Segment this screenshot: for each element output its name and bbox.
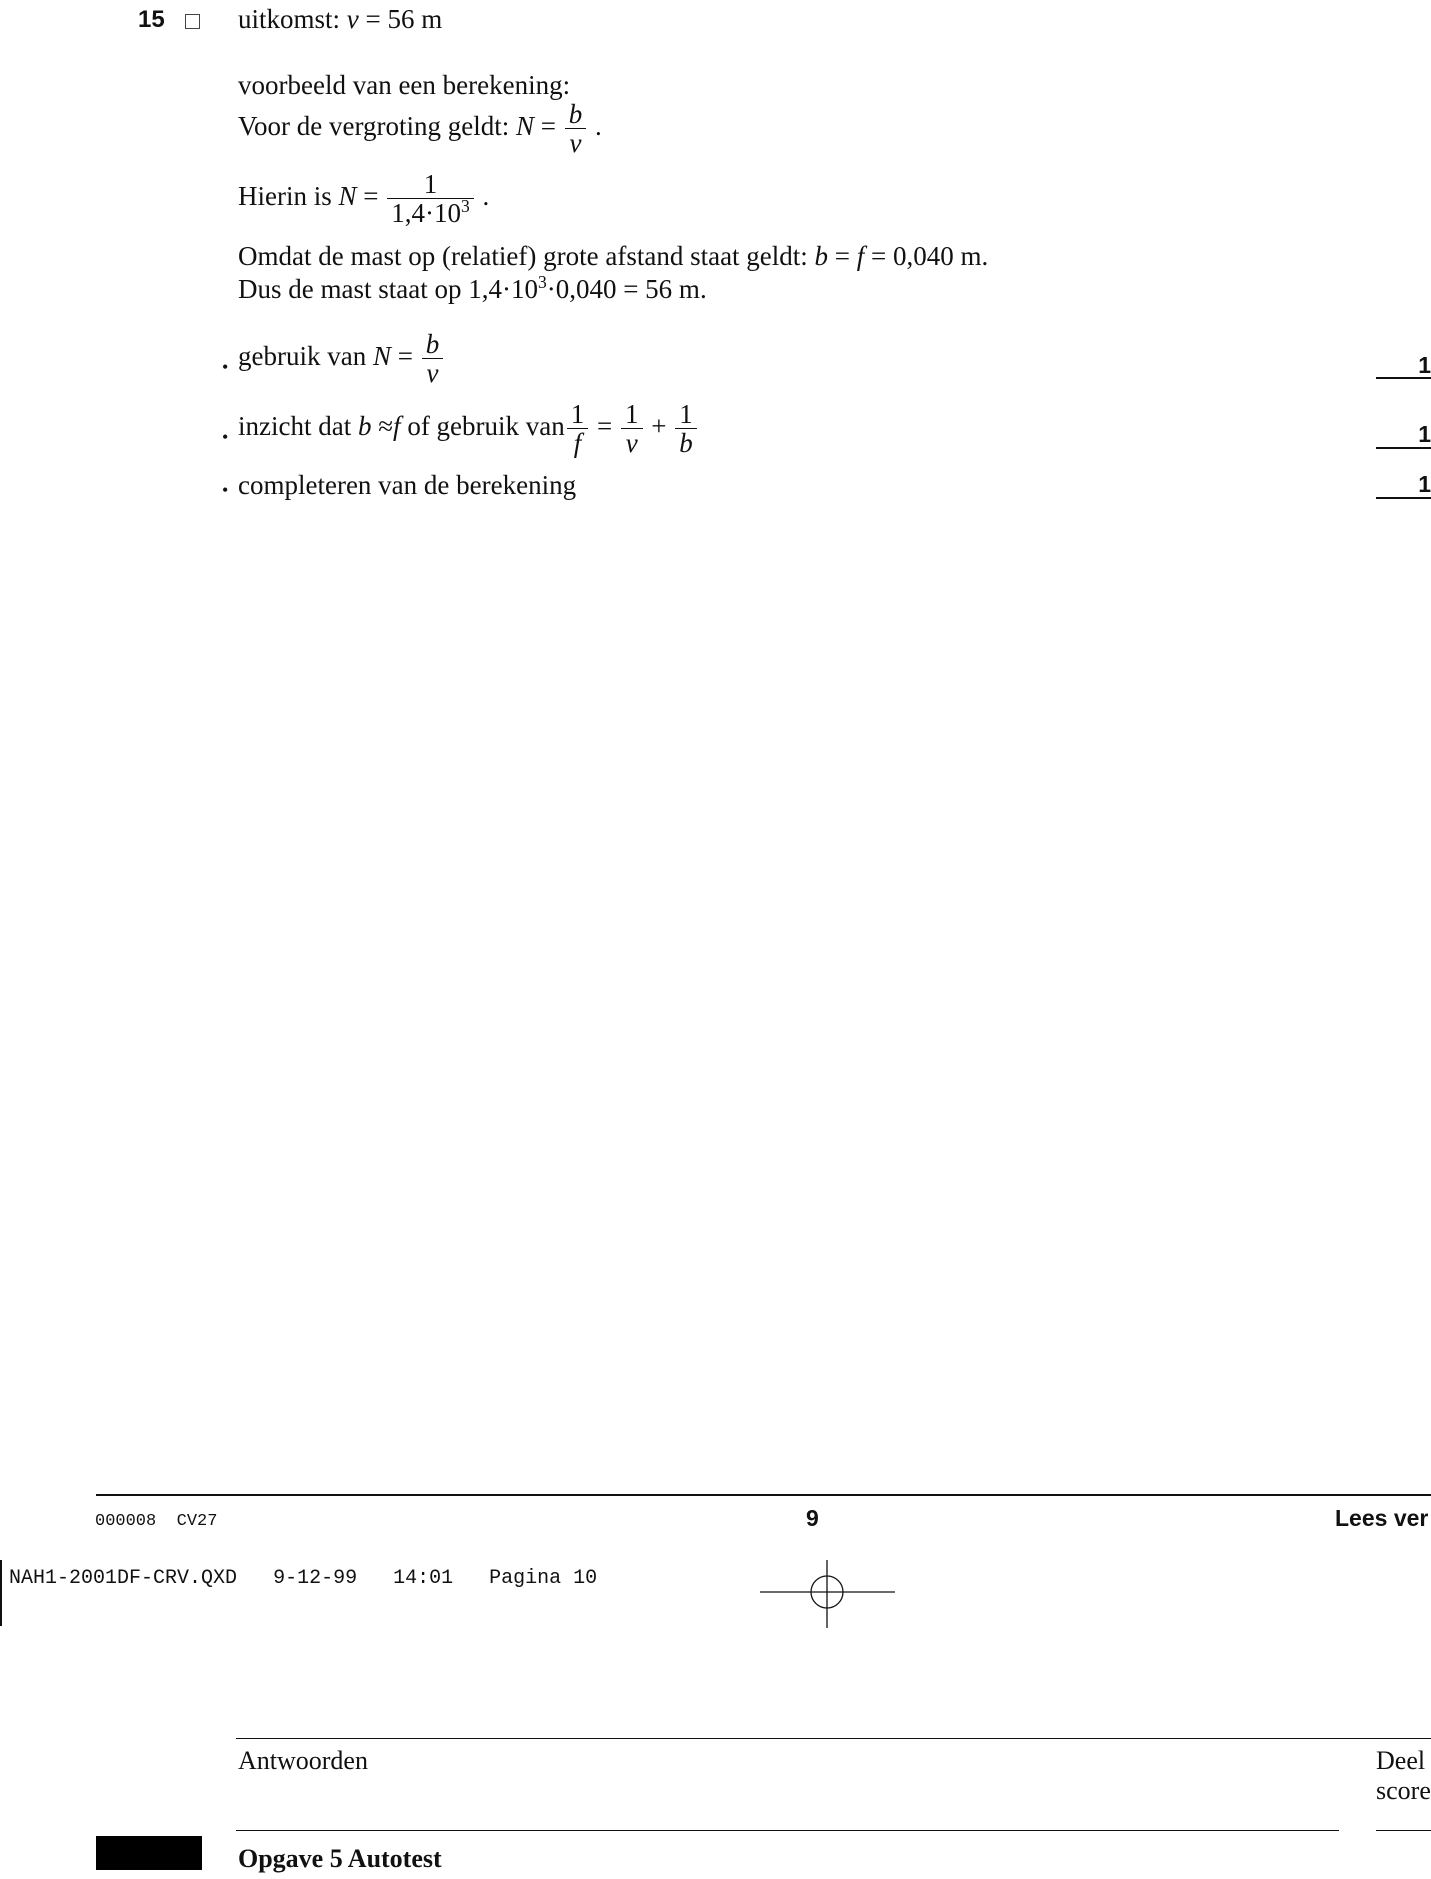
footer-code: 000008 CV27	[95, 1512, 218, 1531]
score-value: 1	[1418, 421, 1431, 447]
fraction-b-over-v: $\frac{b}{v}$	[422, 330, 444, 388]
section-rule	[236, 1830, 1339, 1831]
calc-line-2: Hierin is N = $\frac{1}{1,4\cdot 10^3}$ .	[238, 169, 490, 229]
fraction-1-over-f: $\frac{1}{f}$	[567, 400, 589, 458]
criterion-3: completeren van de berekening	[238, 470, 577, 500]
bullet-icon: •	[222, 480, 229, 500]
fraction-1-over-v: $\frac{1}{v}$	[621, 400, 643, 458]
footer-continue: Lees ver	[1335, 1505, 1429, 1531]
score-label: score	[1376, 1776, 1431, 1805]
score-column-rule	[1376, 1830, 1431, 1831]
answers-header-rule	[236, 1738, 1431, 1739]
score-line	[1376, 377, 1431, 379]
slug-left-mark	[0, 1560, 2, 1626]
checkbox-icon	[185, 14, 200, 29]
fraction-1-over-1400: $\frac{1}{1,4\cdot 10^3}$	[387, 170, 474, 228]
score-line	[1376, 497, 1431, 499]
calc-line-3: Omdat de mast op (relatief) grote afstand staat geldt: b = f = 0,040 m.	[238, 241, 989, 271]
answers-label: Antwoorden	[238, 1746, 368, 1775]
deel-label: Deel	[1376, 1746, 1426, 1775]
footer-rule	[96, 1494, 1431, 1496]
criterion-1: gebruik van N = $\frac{b}{v}$	[238, 330, 445, 388]
bullet-icon: •	[222, 427, 229, 447]
score-line	[1376, 447, 1431, 449]
criterion-2: inzicht dat b ≈f of gebruik van $\frac{1}{f}$ = $\frac{1}{v}$ + $\frac{1}{b}$	[238, 400, 699, 458]
registration-mark-icon	[760, 1560, 895, 1628]
calc-line-1: Voor de vergroting geldt: N = $\frac{b}{v}$ .	[238, 99, 602, 159]
outcome-line: uitkomst: v = 56 m	[238, 4, 443, 34]
section-marker-block	[96, 1836, 202, 1870]
footer-page-number: 9	[806, 1505, 819, 1531]
score-value: 1	[1418, 471, 1431, 497]
bullet-icon: •	[222, 357, 229, 377]
example-heading: voorbeeld van een berekening:	[238, 70, 571, 100]
calc-line-4: Dus de mast staat op $1,4\cdot 10^3\cdot 0,040 = 56$ m.	[238, 272, 707, 304]
fraction-b-over-v: $\frac{b}{v}$	[565, 100, 587, 158]
section-title: Opgave 5 Autotest	[238, 1844, 442, 1873]
score-value: 1	[1418, 352, 1431, 378]
fraction-1-over-b: $\frac{1}{b}$	[675, 400, 697, 458]
print-slug: NAH1-2001DF-CRV.QXD 9-12-99 14:01 Pagina 10	[9, 1567, 598, 1590]
question-number: 15	[138, 6, 165, 33]
